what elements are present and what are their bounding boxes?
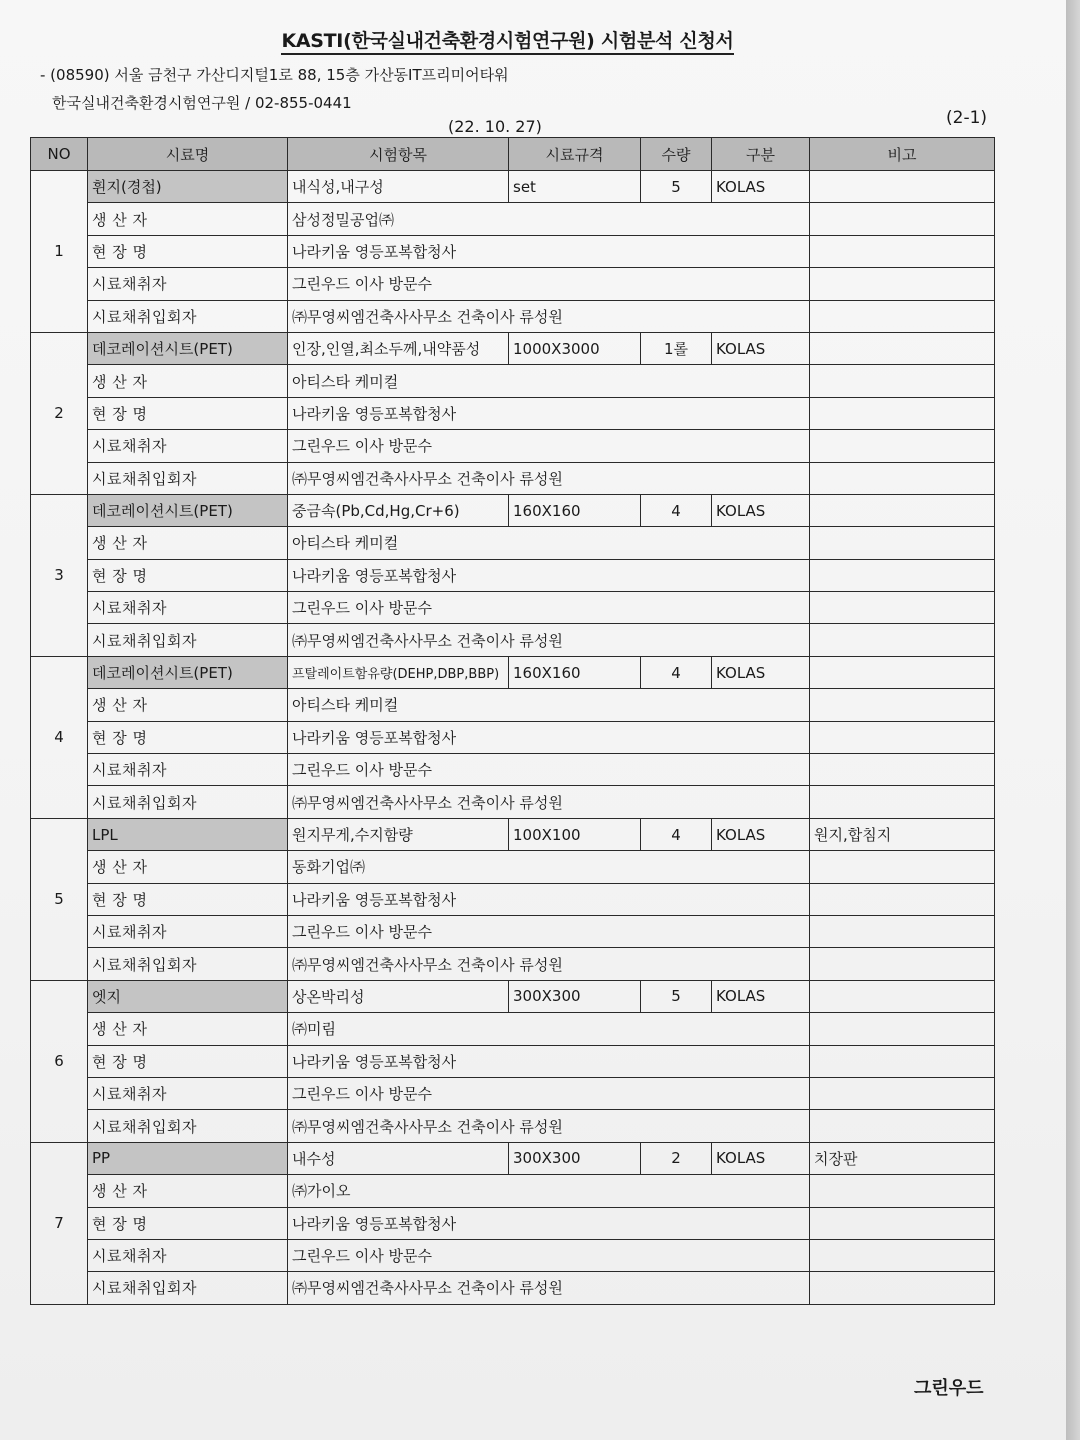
remarks — [810, 656, 995, 688]
detail-row — [31, 592, 995, 624]
detail-label: 시료채취자 — [88, 268, 288, 300]
detail-label: 현 장 명 — [88, 1207, 288, 1239]
detail-row — [31, 786, 995, 818]
sample-spec: set — [509, 171, 641, 203]
detail-label: 생 산 자 — [88, 1013, 288, 1045]
col-header-sample-name: 시료명 — [88, 138, 288, 171]
detail-remarks — [810, 1272, 995, 1304]
detail-label: 현 장 명 — [88, 1045, 288, 1077]
detail-remarks — [810, 1077, 995, 1109]
sample-number: 4 — [31, 656, 88, 818]
detail-remarks — [810, 397, 995, 429]
table-body — [31, 171, 995, 1305]
detail-remarks — [810, 1239, 995, 1271]
sample-row — [31, 980, 995, 1012]
remarks — [810, 980, 995, 1012]
detail-value: ㈜무영씨엠건축사사무소 건축이사 류성원 — [288, 948, 810, 980]
detail-label: 시료채취입회자 — [88, 948, 288, 980]
detail-label: 시료채취자 — [88, 1239, 288, 1271]
detail-label: 시료채취자 — [88, 754, 288, 786]
detail-label: 현 장 명 — [88, 883, 288, 915]
detail-label: 시료채취자 — [88, 592, 288, 624]
test-items: 중금속(Pb,Cd,Hg,Cr+6) — [288, 494, 509, 526]
detail-value: 나라키움 영등포복합청사 — [288, 721, 810, 753]
detail-row — [31, 1110, 995, 1142]
detail-label: 생 산 자 — [88, 689, 288, 721]
detail-remarks — [810, 235, 995, 267]
sample-row — [31, 818, 995, 850]
detail-remarks — [810, 786, 995, 818]
detail-row — [31, 883, 995, 915]
detail-value: ㈜가이오 — [288, 1175, 810, 1207]
detail-value: 나라키움 영등포복합청사 — [288, 883, 810, 915]
detail-row — [31, 915, 995, 947]
sample-name: LPL — [88, 818, 288, 850]
detail-remarks — [810, 721, 995, 753]
detail-label: 시료채취자 — [88, 1077, 288, 1109]
detail-row — [31, 462, 995, 494]
sample-number: 6 — [31, 980, 88, 1142]
quantity: 5 — [641, 980, 712, 1012]
sample-row — [31, 494, 995, 526]
page-edge-shadow — [1066, 0, 1080, 1440]
detail-label: 생 산 자 — [88, 203, 288, 235]
table-header-row — [31, 138, 995, 171]
sample-row — [31, 171, 995, 203]
detail-label: 시료채취입회자 — [88, 462, 288, 494]
detail-label: 현 장 명 — [88, 721, 288, 753]
quantity: 4 — [641, 494, 712, 526]
remarks — [810, 332, 995, 364]
detail-remarks — [810, 754, 995, 786]
col-header-test-items: 시험항목 — [288, 138, 509, 171]
detail-row — [31, 203, 995, 235]
sample-number: 2 — [31, 332, 88, 494]
detail-label: 생 산 자 — [88, 1175, 288, 1207]
page-number: (2-1) — [946, 108, 988, 128]
detail-remarks — [810, 1207, 995, 1239]
detail-row — [31, 1045, 995, 1077]
quantity: 4 — [641, 818, 712, 850]
detail-value: ㈜무영씨엠건축사사무소 건축이사 류성원 — [288, 300, 810, 332]
detail-row — [31, 527, 995, 559]
detail-remarks — [810, 689, 995, 721]
detail-label: 시료채취입회자 — [88, 1272, 288, 1304]
detail-row — [31, 235, 995, 267]
test-items: 원지무게,수지함량 — [288, 818, 509, 850]
detail-remarks — [810, 948, 995, 980]
detail-label: 생 산 자 — [88, 851, 288, 883]
col-header-no: NO — [31, 138, 88, 171]
category: KOLAS — [712, 818, 810, 850]
detail-value: 그린우드 이사 방문수 — [288, 430, 810, 462]
detail-row — [31, 365, 995, 397]
detail-remarks — [810, 527, 995, 559]
detail-label: 시료채취자 — [88, 430, 288, 462]
category: KOLAS — [712, 494, 810, 526]
detail-row — [31, 1077, 995, 1109]
detail-remarks — [810, 268, 995, 300]
address-line: - (08590) 서울 금천구 가산디지털1로 88, 15층 가산동IT프리미어타워 — [40, 66, 509, 84]
category: KOLAS — [712, 980, 810, 1012]
detail-label: 시료채취입회자 — [88, 300, 288, 332]
quantity: 4 — [641, 656, 712, 688]
detail-value: 나라키움 영등포복합청사 — [288, 1045, 810, 1077]
detail-remarks — [810, 624, 995, 656]
sample-spec: 100X100 — [509, 818, 641, 850]
detail-row — [31, 721, 995, 753]
detail-row — [31, 430, 995, 462]
request-table — [30, 137, 995, 1305]
detail-remarks — [810, 462, 995, 494]
detail-label: 시료채취입회자 — [88, 786, 288, 818]
detail-row — [31, 1272, 995, 1304]
quantity: 1롤 — [641, 332, 712, 364]
test-items: 상온박리성 — [288, 980, 509, 1012]
sample-spec: 300X300 — [509, 980, 641, 1012]
sample-name: 데코레이션시트(PET) — [88, 332, 288, 364]
detail-value: 아티스타 케미컬 — [288, 365, 810, 397]
detail-remarks — [810, 1110, 995, 1142]
detail-label: 시료채취자 — [88, 915, 288, 947]
sample-spec: 300X300 — [509, 1142, 641, 1174]
quantity: 2 — [641, 1142, 712, 1174]
sample-row — [31, 656, 995, 688]
category: KOLAS — [712, 171, 810, 203]
detail-row — [31, 689, 995, 721]
col-header-quantity: 수량 — [641, 138, 712, 171]
detail-value: ㈜무영씨엠건축사사무소 건축이사 류성원 — [288, 786, 810, 818]
detail-value: 나라키움 영등포복합청사 — [288, 1207, 810, 1239]
detail-label: 현 장 명 — [88, 559, 288, 591]
detail-value: 삼성정밀공업㈜ — [288, 203, 810, 235]
detail-value: 나라키움 영등포복합청사 — [288, 235, 810, 267]
detail-value: ㈜무영씨엠건축사사무소 건축이사 류성원 — [288, 1110, 810, 1142]
detail-value: ㈜무영씨엠건축사사무소 건축이사 류성원 — [288, 624, 810, 656]
detail-label: 생 산 자 — [88, 527, 288, 559]
category: KOLAS — [712, 656, 810, 688]
detail-remarks — [810, 883, 995, 915]
detail-remarks — [810, 300, 995, 332]
detail-row — [31, 397, 995, 429]
sample-name: PP — [88, 1142, 288, 1174]
detail-remarks — [810, 592, 995, 624]
test-items: 프탈레이트함유량(DEHP,DBP,BBP) — [288, 656, 509, 688]
detail-row — [31, 559, 995, 591]
detail-value: 그린우드 이사 방문수 — [288, 754, 810, 786]
col-header-remarks: 비고 — [810, 138, 995, 171]
detail-value: 나라키움 영등포복합청사 — [288, 397, 810, 429]
detail-row — [31, 1207, 995, 1239]
detail-label: 시료채취입회자 — [88, 624, 288, 656]
detail-remarks — [810, 1175, 995, 1207]
sample-spec: 160X160 — [509, 656, 641, 688]
remarks: 원지,합침지 — [810, 818, 995, 850]
detail-value: ㈜무영씨엠건축사사무소 건축이사 류성원 — [288, 1272, 810, 1304]
sample-row — [31, 332, 995, 364]
sample-row — [31, 1142, 995, 1174]
detail-remarks — [810, 1045, 995, 1077]
detail-value: 나라키움 영등포복합청사 — [288, 559, 810, 591]
test-items: 인장,인열,최소두께,내약품성 — [288, 332, 509, 364]
detail-value: 그린우드 이사 방문수 — [288, 592, 810, 624]
remarks — [810, 494, 995, 526]
sample-name: 휜지(경첩) — [88, 171, 288, 203]
quantity: 5 — [641, 171, 712, 203]
contact-line: 한국실내건축환경시험연구원 / 02-855-0441 — [52, 94, 352, 112]
col-header-category: 구분 — [712, 138, 810, 171]
category: KOLAS — [712, 332, 810, 364]
detail-label: 시료채취입회자 — [88, 1110, 288, 1142]
detail-row — [31, 754, 995, 786]
sample-number: 7 — [31, 1142, 88, 1304]
col-header-sample-spec: 시료규격 — [509, 138, 641, 171]
test-items: 내수성 — [288, 1142, 509, 1174]
document-title: KASTI(한국실내건축환경시험연구원) 시험분석 신청서 — [0, 26, 1015, 53]
sample-number: 1 — [31, 171, 88, 333]
detail-remarks — [810, 1013, 995, 1045]
request-date: (22. 10. 27) — [448, 117, 542, 136]
detail-label: 생 산 자 — [88, 365, 288, 397]
remarks — [810, 171, 995, 203]
detail-row — [31, 300, 995, 332]
sample-spec: 1000X3000 — [509, 332, 641, 364]
detail-row — [31, 851, 995, 883]
detail-value: 아티스타 케미컬 — [288, 689, 810, 721]
detail-value: ㈜무영씨엠건축사사무소 건축이사 류성원 — [288, 462, 810, 494]
detail-row — [31, 1013, 995, 1045]
sample-number: 5 — [31, 818, 88, 980]
sample-spec: 160X160 — [509, 494, 641, 526]
detail-value: 동화기업㈜ — [288, 851, 810, 883]
remarks: 치장판 — [810, 1142, 995, 1174]
detail-remarks — [810, 203, 995, 235]
detail-remarks — [810, 915, 995, 947]
detail-remarks — [810, 851, 995, 883]
test-items: 내식성,내구성 — [288, 171, 509, 203]
sample-name: 엣지 — [88, 980, 288, 1012]
detail-remarks — [810, 559, 995, 591]
detail-row — [31, 1175, 995, 1207]
detail-value: 그린우드 이사 방문수 — [288, 915, 810, 947]
sample-number: 3 — [31, 494, 88, 656]
category: KOLAS — [712, 1142, 810, 1174]
sample-name: 데코레이션시트(PET) — [88, 494, 288, 526]
detail-row — [31, 948, 995, 980]
detail-value: 그린우드 이사 방문수 — [288, 268, 810, 300]
detail-value: 그린우드 이사 방문수 — [288, 1239, 810, 1271]
detail-value: ㈜미림 — [288, 1013, 810, 1045]
detail-label: 현 장 명 — [88, 235, 288, 267]
detail-row — [31, 268, 995, 300]
detail-remarks — [810, 365, 995, 397]
signature: 그린우드 — [914, 1378, 984, 1399]
detail-row — [31, 624, 995, 656]
detail-row — [31, 1239, 995, 1271]
sample-name: 데코레이션시트(PET) — [88, 656, 288, 688]
detail-remarks — [810, 430, 995, 462]
detail-label: 현 장 명 — [88, 397, 288, 429]
detail-value: 아티스타 케미컬 — [288, 527, 810, 559]
detail-value: 그린우드 이사 방문수 — [288, 1077, 810, 1109]
